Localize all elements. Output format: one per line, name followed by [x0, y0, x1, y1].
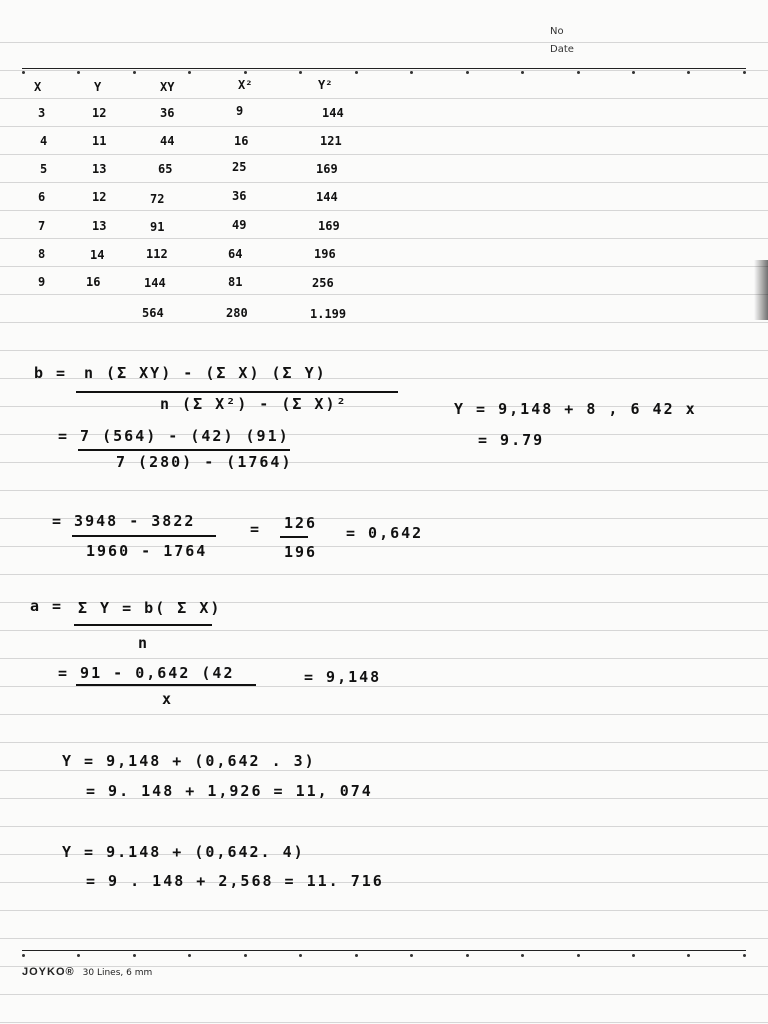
cell-y-3: 13: [92, 162, 107, 176]
cell-x-7: 9: [38, 275, 46, 289]
cell-y-1: 12: [92, 106, 107, 120]
header-xy: XY: [160, 80, 175, 94]
header-x: X: [34, 80, 42, 94]
a-sub-denominator: x: [162, 690, 174, 708]
cell-x-4: 6: [38, 190, 46, 204]
cell-xy-7: 144: [144, 276, 166, 290]
header-x2: X²: [238, 78, 253, 92]
bottom-rule: [22, 950, 746, 951]
y4-line2: = 9 . 148 + 2,568 = 11. 716: [86, 872, 384, 890]
y4-line1: Y = 9.148 + (0,642. 4): [62, 843, 305, 861]
b-sub-denominator: 7 (280) - (1764): [116, 453, 293, 471]
b-frac-denominator: 196: [284, 543, 318, 561]
a-numerator: Σ Y = b( Σ X): [78, 599, 222, 617]
page-edge-shadow: [754, 260, 768, 320]
header-fields: [550, 26, 574, 62]
b-frac-bar: [280, 536, 308, 538]
cell-y-4: 12: [92, 190, 107, 204]
b-numerator: n (Σ XY) - (Σ X) (Σ Y): [84, 364, 327, 382]
b-result: = 0,642: [346, 524, 424, 542]
y3-line2: = 9. 148 + 1,926 = 11, 074: [86, 782, 373, 800]
b-fraction-bar: [76, 391, 398, 393]
cell-xy-3: 65: [158, 162, 173, 176]
cell-xy-5: 91: [150, 220, 165, 234]
regression-value: = 9.79: [478, 431, 545, 449]
a-label: a =: [30, 597, 64, 615]
cell-x2-5: 49: [232, 218, 247, 232]
cell-x-6: 8: [38, 247, 46, 261]
cell-x2-4: 36: [232, 189, 247, 203]
cell-y2-1: 144: [322, 106, 344, 120]
total-y2: 1.199: [310, 307, 347, 321]
a-result: = 9,148: [304, 668, 382, 686]
header-y2: Y²: [318, 78, 333, 92]
cell-y-2: 11: [92, 134, 107, 148]
date-field: Date: [550, 44, 574, 55]
cell-x2-6: 64: [228, 247, 243, 261]
regression-line: Y = 9,148 + 8 , 6 42 x: [454, 400, 697, 418]
b-frac-numerator: 126: [284, 514, 318, 532]
a-sub-fraction-bar: [76, 684, 256, 686]
cell-x-5: 7: [38, 219, 46, 233]
bottom-dot-row: [22, 954, 746, 958]
b-calc-numerator: = 3948 - 3822: [52, 512, 196, 530]
a-sub-numerator: = 91 - 0,642 (42: [58, 664, 235, 682]
b-label: b =: [34, 364, 68, 382]
b-sub-fraction-bar: [78, 449, 290, 451]
cell-x2-7: 81: [228, 275, 243, 289]
a-denominator: n: [138, 634, 150, 652]
footer: [22, 966, 152, 978]
top-dot-row: [22, 71, 746, 75]
cell-xy-2: 44: [160, 134, 175, 148]
cell-xy-6: 112: [146, 247, 168, 261]
cell-y2-5: 169: [318, 219, 340, 233]
b-denominator: n (Σ X²) - (Σ X)²: [160, 395, 348, 413]
no-field: No: [550, 26, 564, 37]
a-fraction-bar: [74, 624, 212, 626]
y3-line1: Y = 9,148 + (0,642 . 3): [62, 752, 316, 770]
cell-x-1: 3: [38, 106, 46, 120]
total-x2: 280: [226, 306, 248, 320]
cell-y-6: 14: [90, 248, 105, 262]
b-calc-fraction-bar: [72, 535, 216, 537]
cell-x2-1: 9: [236, 104, 244, 118]
cell-y2-4: 144: [316, 190, 338, 204]
cell-y2-7: 256: [312, 276, 334, 290]
cell-y-7: 16: [86, 275, 101, 289]
top-rule: [22, 68, 746, 69]
cell-xy-4: 72: [150, 192, 165, 206]
b-sub-numerator: = 7 (564) - (42) (91): [58, 427, 290, 445]
cell-x2-2: 16: [234, 134, 249, 148]
b-calc-denominator: 1960 - 1764: [86, 542, 208, 560]
paper-spec: 30 Lines, 6 mm: [82, 968, 153, 978]
brand-logo: JOYKO®: [22, 966, 75, 978]
cell-x-3: 5: [40, 162, 48, 176]
total-xy: 564: [142, 306, 164, 320]
cell-y2-2: 121: [320, 134, 342, 148]
cell-y2-6: 196: [314, 247, 336, 261]
cell-xy-1: 36: [160, 106, 175, 120]
cell-x-2: 4: [40, 134, 48, 148]
header-y: Y: [94, 80, 102, 94]
b-calc-equals: =: [250, 520, 262, 538]
cell-x2-3: 25: [232, 160, 247, 174]
cell-y2-3: 169: [316, 162, 338, 176]
cell-y-5: 13: [92, 219, 107, 233]
